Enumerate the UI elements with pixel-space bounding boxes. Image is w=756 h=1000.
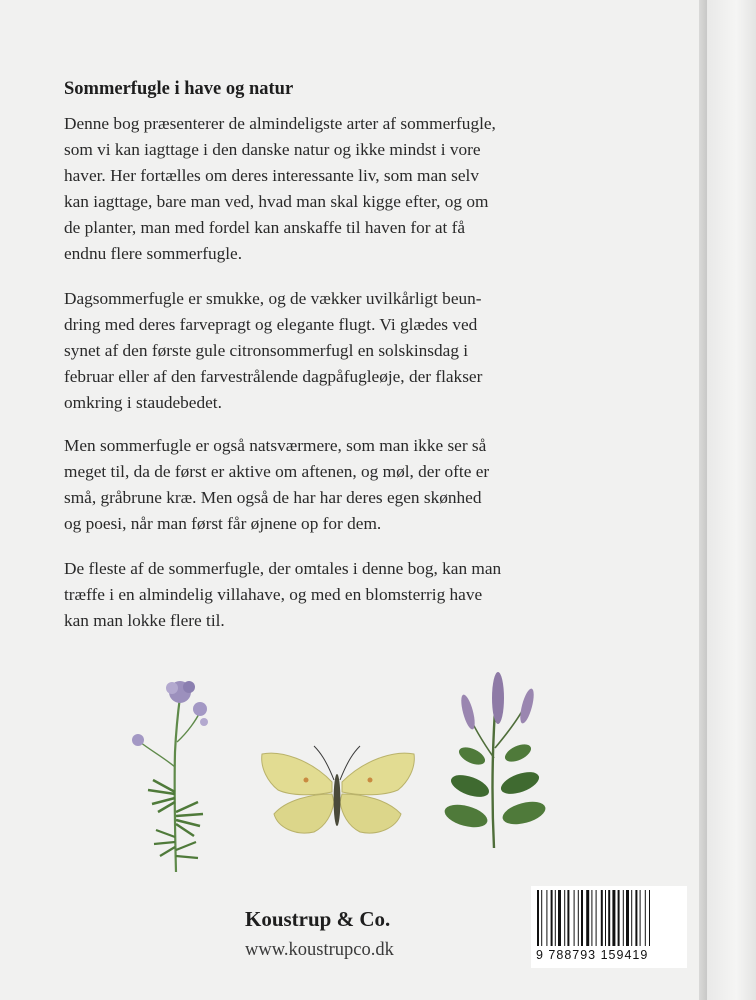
barcode-bar	[567, 890, 569, 946]
valerian-plant-illustration	[118, 672, 228, 877]
barcode-bar	[635, 890, 637, 946]
text-line: kan man lokke flere til.	[64, 611, 225, 630]
publisher-name: Koustrup & Co.	[245, 907, 391, 931]
text-line: endnu flere sommerfugle.	[64, 244, 243, 263]
text-line: de planter, man med fordel kan anskaffe til haven for at få	[64, 218, 466, 237]
book-title: Sommerfugle i have og natur	[64, 79, 294, 99]
text-line: De fleste af de sommerfugle, der omtales i denne bog, kan man	[64, 559, 502, 578]
barcode-bars	[531, 890, 687, 950]
text-line: dring med deres farvepragt og elegante flugt. Vi glædes ved	[64, 315, 478, 334]
barcode-bar	[574, 890, 575, 946]
text-line: haver. Her fortælles om deres interessante liv, som man selv	[64, 166, 479, 185]
barcode-bar	[558, 890, 561, 946]
paragraph-day-butterflies	[64, 286, 686, 416]
barcode-bar	[626, 890, 629, 946]
barcode-bar	[601, 890, 603, 946]
text-line: kan iagttage, bare man ved, hvad man skal kigge efter, og om	[64, 192, 489, 211]
spine-edge	[699, 0, 707, 1000]
barcode-bar	[649, 890, 650, 946]
mint-plant-illustration	[432, 668, 567, 853]
text-line: februar eller af den farvestrålende dagpåfugleøje, der flakser	[64, 367, 483, 386]
text-line: små, gråbrune kræ. Men også de har har deres egen skønhed	[64, 488, 482, 507]
barcode-bar	[612, 890, 615, 946]
text-line: Men sommerfugle er også natsværmere, som man ikke ser så	[64, 436, 487, 455]
barcode-bar	[605, 890, 606, 946]
barcode-bar	[618, 890, 620, 946]
barcode-bar	[564, 890, 565, 946]
paragraph-moths	[64, 433, 686, 537]
barcode-bar	[591, 890, 592, 946]
text-line: som vi kan iagttage i den danske natur og ikke mindst i vore	[64, 140, 481, 159]
text-line: Dagsommerfugle er smukke, og de vækker uvilkårligt beun-	[64, 289, 482, 308]
barcode-bar	[596, 890, 597, 946]
barcode-bar	[631, 890, 632, 946]
barcode-bar	[555, 890, 556, 946]
barcode-bar	[541, 890, 542, 946]
barcode-bar	[537, 890, 539, 946]
barcode-bar	[608, 890, 610, 946]
barcode-bar	[546, 890, 547, 946]
text-line: og poesi, når man først får øjnene op for dem.	[64, 514, 382, 533]
barcode-bar	[586, 890, 589, 946]
barcode-bar	[640, 890, 641, 946]
barcode-bar	[551, 890, 553, 946]
brimstone-butterfly-illustration	[256, 740, 421, 840]
text-line: omkring i staudebedet.	[64, 393, 222, 412]
text-line: træffe i en almindelig villahave, og med en blomsterrig have	[64, 585, 483, 604]
text-line: meget til, da de først er aktive om aftenen, og møl, der ofte er	[64, 462, 490, 481]
paragraph-intro	[64, 111, 686, 267]
text-line: Denne bog præsenterer de almindeligste arter af sommerfugle,	[64, 114, 496, 133]
book-spine	[707, 0, 756, 1000]
barcode-bar	[645, 890, 646, 946]
isbn-number: 9 788793 159419	[536, 948, 649, 962]
barcode-bar	[578, 890, 579, 946]
text-line: synet af den første gule citronsommerfugl en solskinsdag i	[64, 341, 469, 360]
publisher-website: www.koustrupco.dk	[245, 940, 394, 960]
barcode-bar	[623, 890, 624, 946]
barcode-bar	[581, 890, 583, 946]
paragraph-garden	[64, 556, 686, 634]
